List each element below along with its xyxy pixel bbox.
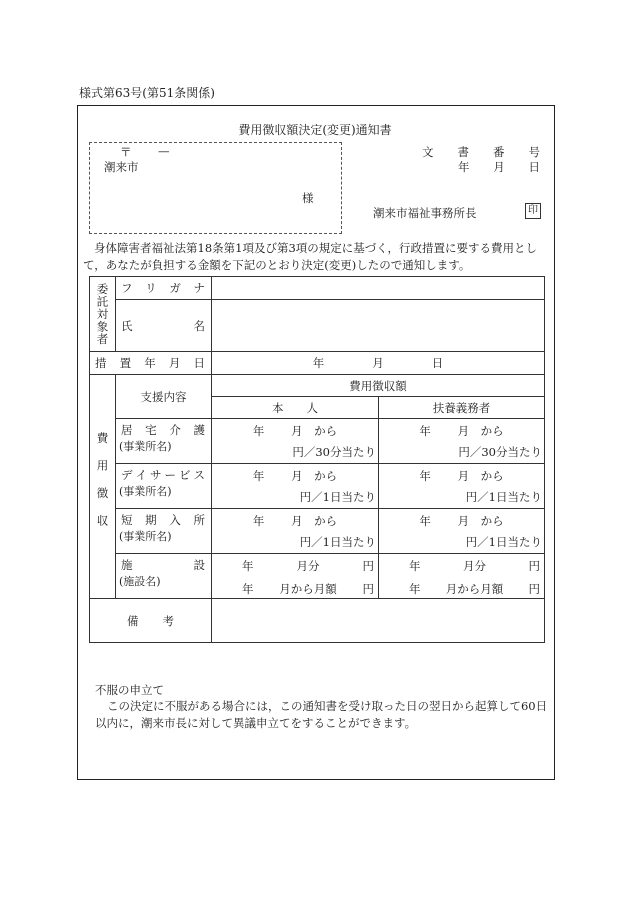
name-field[interactable]	[212, 300, 545, 352]
furigana-char: ナ	[193, 281, 205, 295]
facility-year: 年	[409, 582, 421, 596]
document-title: 費用徴収額決定(変更)通知書	[238, 123, 392, 137]
facility-monthly: 月から月額	[279, 582, 337, 596]
docno-char: 文	[422, 145, 434, 159]
period-month: 月	[291, 469, 303, 483]
day-service-label-cell	[116, 464, 212, 509]
measure-char: 月	[168, 356, 181, 370]
row-label-char: 所	[193, 513, 205, 527]
issuer-name: 潮来市福祉事務所長	[373, 206, 477, 220]
row-label-char: 居	[121, 423, 133, 437]
day-service-dependent-cell[interactable]	[379, 464, 545, 509]
period-year: 年	[419, 424, 431, 438]
period-year: 年	[419, 469, 431, 483]
name-char: 氏	[121, 318, 133, 333]
row-label-char: 短	[121, 513, 133, 527]
measure-char: 措	[95, 356, 107, 370]
row-label-char: 護	[193, 423, 205, 437]
short-stay-self-cell[interactable]	[212, 509, 379, 554]
period-year: 年	[252, 469, 265, 483]
period-from: から	[480, 514, 504, 528]
appeal-title: 不服の申立て	[95, 683, 164, 697]
measure-year: 年	[312, 356, 325, 370]
office-name-label: (事業所名)	[119, 530, 172, 543]
row-label-char: ビ	[179, 468, 191, 482]
period-month: 月	[291, 424, 303, 438]
row-label-char: デ	[121, 468, 133, 482]
furigana-field[interactable]	[212, 277, 545, 300]
trust-header-cell	[90, 277, 116, 352]
postal-dash: —	[158, 144, 170, 158]
date-year: 年	[458, 160, 470, 174]
remarks-char: 考	[162, 613, 174, 628]
self-header: 本 人	[212, 397, 379, 419]
rate-text: 円／30分当たり	[292, 445, 376, 459]
home-care-self-cell[interactable]	[212, 419, 379, 464]
measure-char: 置	[119, 356, 132, 370]
remarks-label-cell	[90, 599, 212, 643]
docno-char: 書	[457, 145, 469, 159]
measure-date-field[interactable]	[212, 352, 545, 375]
document-number-label	[422, 144, 540, 160]
period-month: 月	[457, 424, 470, 438]
period-from: から	[314, 424, 338, 438]
period-from: から	[314, 469, 338, 483]
period-from: から	[314, 514, 338, 528]
trust-header: 委託対象者	[95, 282, 110, 346]
facility-yen: 円	[528, 559, 540, 573]
measure-char: 日	[193, 356, 205, 370]
cost-header: 費用徴収	[95, 431, 110, 542]
period-year: 年	[252, 424, 265, 438]
date-month: 月	[493, 160, 505, 174]
fee-table	[89, 276, 545, 643]
row-label-char: 入	[169, 513, 181, 527]
row-label-char: 宅	[145, 423, 157, 437]
issue-date	[458, 159, 540, 175]
facility-label-cell	[116, 554, 212, 599]
facility-month: 月分	[463, 559, 486, 573]
dependent-header: 扶養義務者	[379, 397, 545, 419]
rate-text: 円／1日当たり	[465, 490, 542, 504]
form-label: 様式第63号(第51条関係)	[79, 86, 215, 100]
facility-name-label: (施設名)	[119, 575, 161, 588]
row-label-char: ス	[193, 468, 205, 482]
furigana-char: フ	[121, 281, 133, 295]
rate-text: 円／30分当たり	[458, 445, 542, 459]
measure-char: 年	[144, 356, 156, 370]
facility-month: 月分	[296, 559, 320, 573]
facility-monthly: 月から月額	[445, 582, 504, 596]
amount-header: 費用徴収額	[212, 375, 545, 397]
furigana-char: ガ	[169, 281, 181, 295]
recipient-honorific: 様	[302, 191, 314, 205]
facility-year: 年	[242, 559, 254, 573]
notice-body: 身体障害者福祉法第18条第1項及び第3項の規定に基づく，行政措置に要する費用として，あなたが負担する金額を下記のとおり決定(変更)したので通知します。	[83, 241, 538, 272]
remarks-field[interactable]	[212, 599, 545, 643]
office-name-label: (事業所名)	[119, 440, 172, 453]
row-label-char: サ	[150, 468, 162, 482]
home-care-dependent-cell[interactable]	[379, 419, 545, 464]
measure-day: 日	[431, 356, 444, 370]
rate-text: 円／1日当たり	[299, 490, 376, 504]
date-day: 日	[528, 160, 540, 174]
facility-char: 設	[193, 558, 205, 572]
cost-header-cell	[90, 375, 116, 599]
postal-mark: 〒	[120, 145, 132, 159]
facility-yen: 円	[528, 582, 540, 596]
recipient-city: 潮来市	[104, 160, 139, 174]
seal-mark: 印	[525, 203, 541, 219]
docno-char: 号	[528, 145, 540, 159]
facility-dependent-cell[interactable]	[379, 554, 545, 599]
office-name-label: (事業所名)	[119, 485, 172, 498]
row-label-char: ー	[164, 468, 176, 482]
period-month: 月	[457, 514, 470, 528]
short-stay-label-cell	[116, 509, 212, 554]
home-care-label-cell	[116, 419, 212, 464]
furigana-char: リ	[145, 281, 157, 295]
facility-yen: 円	[362, 582, 374, 596]
name-label-cell	[116, 300, 212, 352]
facility-year: 年	[242, 582, 254, 596]
rate-text: 円／1日当たり	[465, 535, 542, 549]
furigana-label-cell	[116, 277, 212, 300]
period-month: 月	[291, 514, 303, 528]
remarks-char: 備	[127, 613, 139, 628]
support-header: 支援内容	[116, 375, 212, 419]
period-year: 年	[252, 514, 265, 528]
period-year: 年	[419, 514, 431, 528]
facility-year: 年	[409, 559, 421, 573]
appeal-text: この決定に不服がある場合には，この通知書を受け取った日の翌日から起算して60日以内に，潮来市長に対して異議申立てをすることができます。	[95, 699, 548, 730]
row-label-char: 期	[145, 513, 157, 527]
facility-yen: 円	[362, 559, 374, 573]
facility-char: 施	[121, 558, 133, 572]
row-label-char: 介	[169, 423, 181, 437]
period-from: から	[480, 424, 504, 438]
rate-text: 円／1日当たり	[299, 535, 376, 549]
measure-date-label-cell	[90, 352, 212, 375]
facility-self-cell[interactable]	[212, 554, 379, 599]
short-stay-dependent-cell[interactable]	[379, 509, 545, 554]
period-from: から	[480, 469, 504, 483]
docno-char: 番	[493, 145, 505, 159]
name-char: 名	[193, 318, 205, 333]
period-month: 月	[457, 469, 470, 483]
row-label-char: イ	[135, 468, 147, 482]
measure-month: 月	[372, 356, 384, 370]
day-service-self-cell[interactable]	[212, 464, 379, 509]
